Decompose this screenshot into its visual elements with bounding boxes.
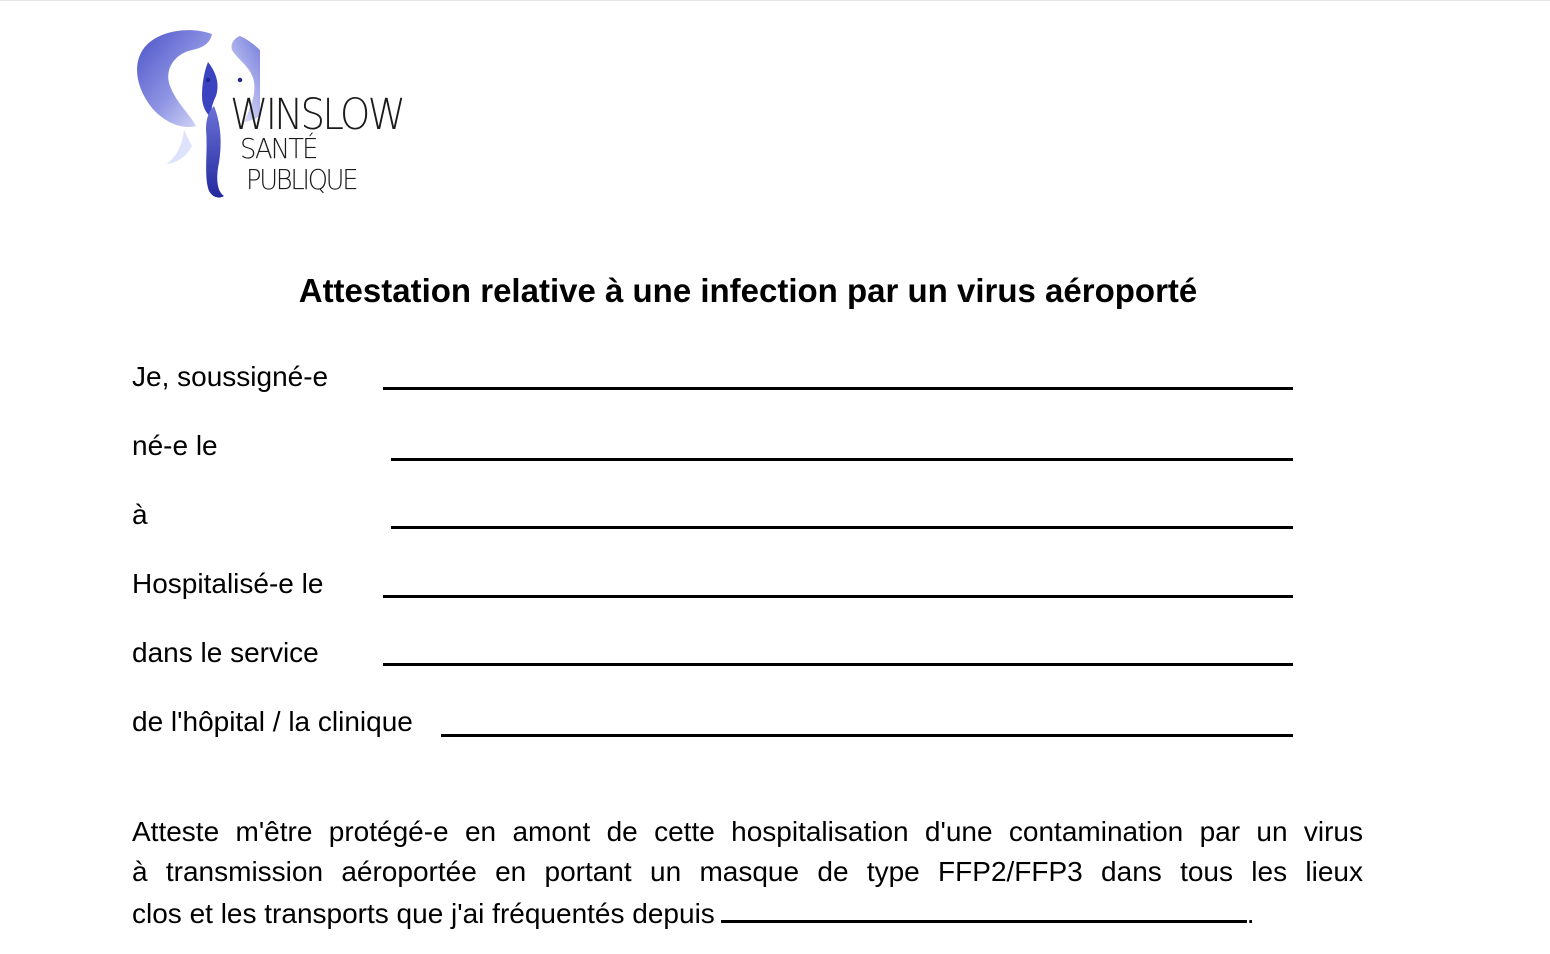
attestation-line-3: clos et les transports que j'ai fréquentés depuis <box>132 898 715 929</box>
winslow-logo <box>130 22 430 212</box>
attestation-line-1: Atteste m'être protégé-e en amont de cette hospitalisation d'une contamination par un virus <box>132 816 1363 847</box>
field-label-a: à <box>132 499 148 530</box>
field-label-hopital: de l'hôpital / la clinique <box>132 706 413 737</box>
field-line-ne-le[interactable] <box>391 458 1293 461</box>
attestation-line-2: à transmission aéroportée en portant un masque de type FFP2/FFP3 dans tous les lieux <box>132 856 1363 887</box>
logo-sante: SANTÉ <box>240 132 317 165</box>
field-line-a[interactable] <box>391 526 1293 529</box>
field-line-hospitalise-le[interactable] <box>383 595 1293 598</box>
attestation-paragraph <box>132 812 1363 934</box>
logo-winslow: WINSLOW <box>230 90 404 140</box>
attestation-end-punct: . <box>1246 898 1255 929</box>
field-label-hospitalise-le: Hospitalisé-e le <box>132 568 324 599</box>
field-line-depuis[interactable] <box>721 892 1247 923</box>
field-line-hopital[interactable] <box>441 734 1293 737</box>
field-line-soussigne[interactable] <box>383 387 1293 390</box>
attestation-line-3-wrap <box>132 892 1363 934</box>
field-label-ne-le: né-e le <box>132 430 218 461</box>
field-label-soussigne: Je, soussigné-e <box>132 361 329 392</box>
logo-publique: PUBLIQUE <box>246 163 357 196</box>
page-top-border <box>0 0 1550 1</box>
field-label-service: dans le service <box>132 637 319 668</box>
document-title: Attestation relative à une infection par un virus aéroporté <box>298 272 1198 309</box>
field-line-service[interactable] <box>383 663 1293 666</box>
